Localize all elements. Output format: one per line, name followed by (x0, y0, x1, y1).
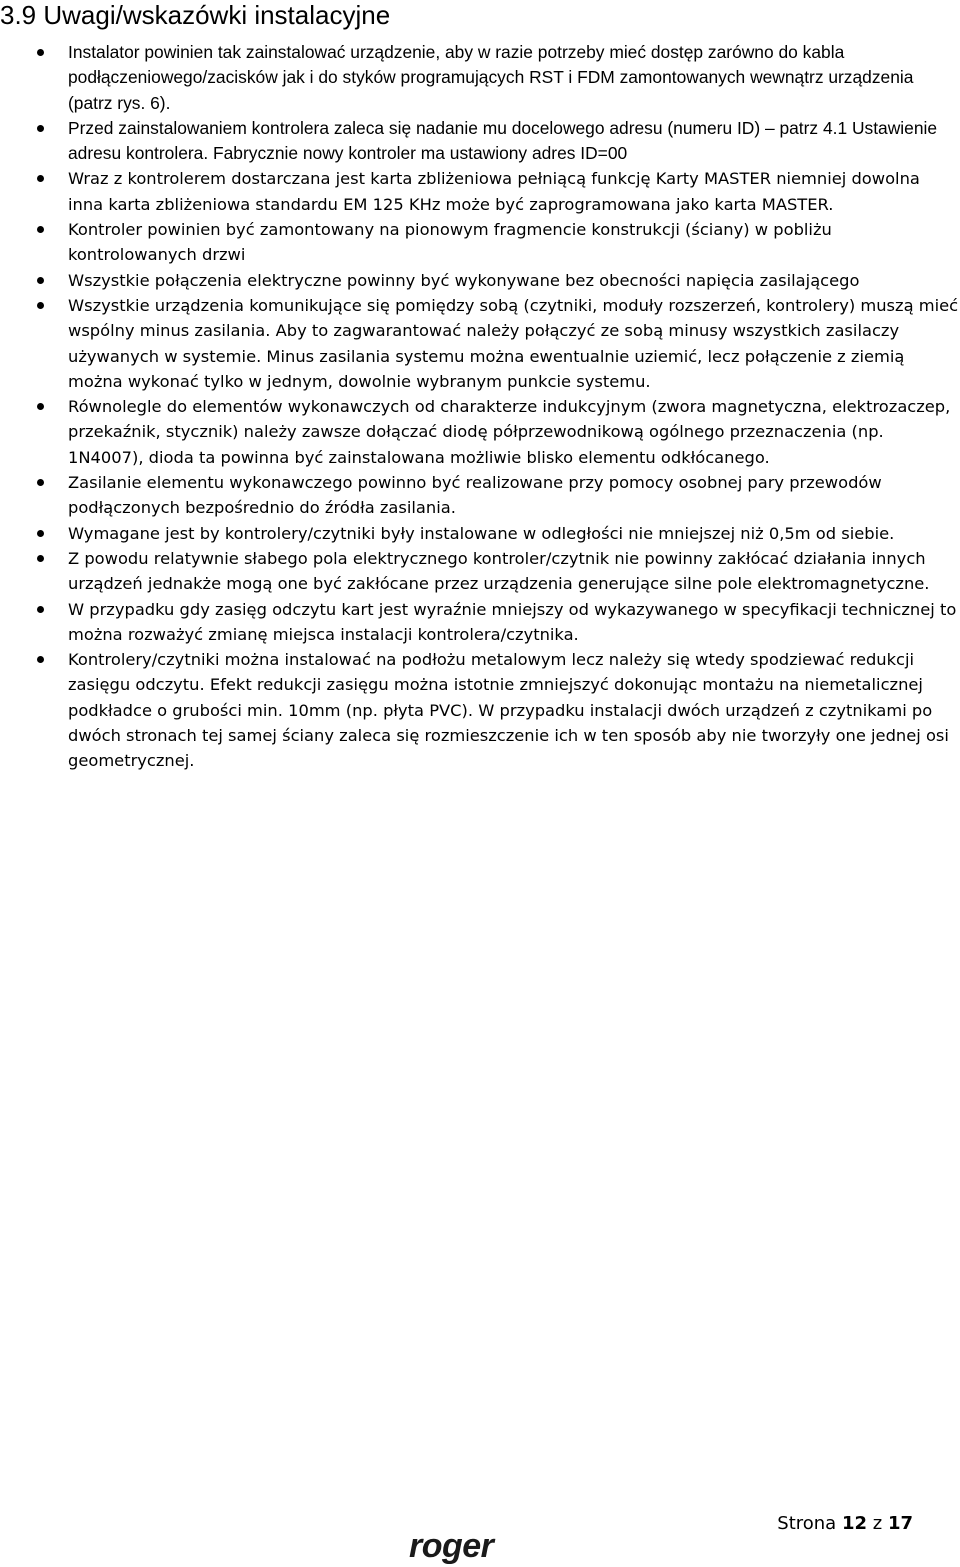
list-item-text: Wymagane jest by kontrolery/czytniki były instalowane w odległości nie mniejszej niż 0,5m od siebie. (68, 523, 895, 543)
page-word: Strona (777, 1513, 837, 1534)
list-item (0, 268, 960, 293)
list-item (0, 521, 960, 546)
list-item-text: Kontrolery/czytniki można instalować na podłożu metalowym lecz należy się wtedy spodziewać redukcji zasięgu odczytu. Efekt redukcji zasięgu można istotnie zmniejszyć dokonując montażu na niemetalicznej podkładce o grubości min. 10mm (np. płyta PVC). W przypadku instalacji dwóch urządzeń z czytnikami po dwóch stronach tej samej ściany zaleca się rozmieszczenie ich w ten sposób aby nie tworzyły one jednej osi geometrycznej. (68, 650, 949, 771)
bullet-icon (37, 226, 44, 233)
list-item (0, 40, 960, 116)
bullet-icon (37, 479, 44, 486)
list-item-text: Instalator powinien tak zainstalować urządzenie, aby w razie potrzeby mieć dostęp zarówno do kabla podłączeniowego/zacisków jak i do styków programujących RST i FDM zamontowanych wewnątrz urządzenia (patrz rys. 6). (68, 42, 914, 113)
list-item (0, 647, 960, 773)
page-number (777, 1512, 913, 1536)
list-item (0, 293, 960, 394)
list-item (0, 470, 960, 521)
list-item-text: Wszystkie połączenia elektryczne powinny być wykonywane bez obecności napięcia zasilającego (68, 270, 860, 290)
list-item-text: Zasilanie elementu wykonawczego powinno być realizowane przy pomocy osobnej pary przewodów podłączonych bezpośrednio do źródła zasilania. (68, 473, 882, 518)
list-item-text: Przed zainstalowaniem kontrolera zaleca się nadanie mu docelowego adresu (numeru ID) – patrz 4.1 Ustawienie adresu kontrolera. Fabrycznie nowy kontroler ma ustawiony adres ID=00 (68, 117, 938, 164)
page-of: z (872, 1513, 883, 1534)
list-item-text: Wraz z kontrolerem dostarczana jest karta zbliżeniowa pełniącą funkcję Karty MASTER niemniej dowolna inna karta zbliżeniowa standardu EM 125 KHz może być zaprogramowana jako karta MASTER. (68, 169, 920, 214)
bullet-icon (37, 530, 44, 537)
list-item (0, 546, 960, 597)
list-item-text: Wszystkie urządzenia komunikujące się pomiędzy sobą (czytniki, moduły rozszerzeń, kontrolery) muszą mieć wspólny minus zasilania. Aby to zagwarantować należy połączyć ze sobą minusy wszystkich zasilaczy używanych w systemie. Minus zasilania systemu można ewentualnie uziemić, lecz połączenie z ziemią można wykonać tylko w jednym, dowolnie wybranym punkcie systemu. (68, 295, 959, 391)
list-item-text: Równolegle do elementów wykonawczych od charakterze indukcyjnym (zwora magnetyczna, elektrozaczep, przekaźnik, stycznik) należy zawsze dołączać diodę półprzewodnikową ogólnego przeznaczenia (np. 1N4007), dioda ta powinna być zainstalowana możliwie blisko elementu odkłócanego. (68, 397, 951, 467)
page-title: 3.9 Uwagi/wskazówki instalacyjne (0, 0, 391, 30)
bullet-icon (37, 403, 44, 410)
bullet-icon (37, 277, 44, 284)
page-total: 17 (887, 1513, 913, 1534)
list-item (0, 166, 960, 217)
bullet-icon (37, 555, 44, 562)
list-item-text: Kontroler powinien być zamontowany na pionowym fragmencie konstrukcji (ściany) w pobliżu kontrolowanych drzwi (68, 220, 832, 265)
bullet-icon (37, 606, 44, 613)
bullet-icon (37, 175, 44, 182)
bullet-icon (37, 49, 44, 56)
list-item-text: W przypadku gdy zasięg odczytu kart jest wyraźnie mniejszy od wykazywanego w specyfikacji technicznej to można rozważyć zmianę miejsca instalacji kontrolera/czytnika. (68, 599, 957, 644)
list-item-text: Z powodu relatywnie słabego pola elektrycznego kontroler/czytnik nie powinny zakłócać działania innych urządzeń jednakże mogą one być zakłócane przez urządzenia generujące silne pole elektromagnetyczne. (68, 548, 930, 594)
bullet-icon (37, 302, 44, 309)
bullet-icon (37, 125, 44, 132)
list-item (0, 394, 960, 470)
page-current: 12 (841, 1513, 868, 1534)
instructions-list (0, 40, 960, 774)
roger-logo: roger (409, 1527, 494, 1565)
list-item (0, 217, 960, 268)
list-item (0, 597, 960, 648)
list-item (0, 116, 960, 167)
bullet-icon (37, 656, 44, 663)
